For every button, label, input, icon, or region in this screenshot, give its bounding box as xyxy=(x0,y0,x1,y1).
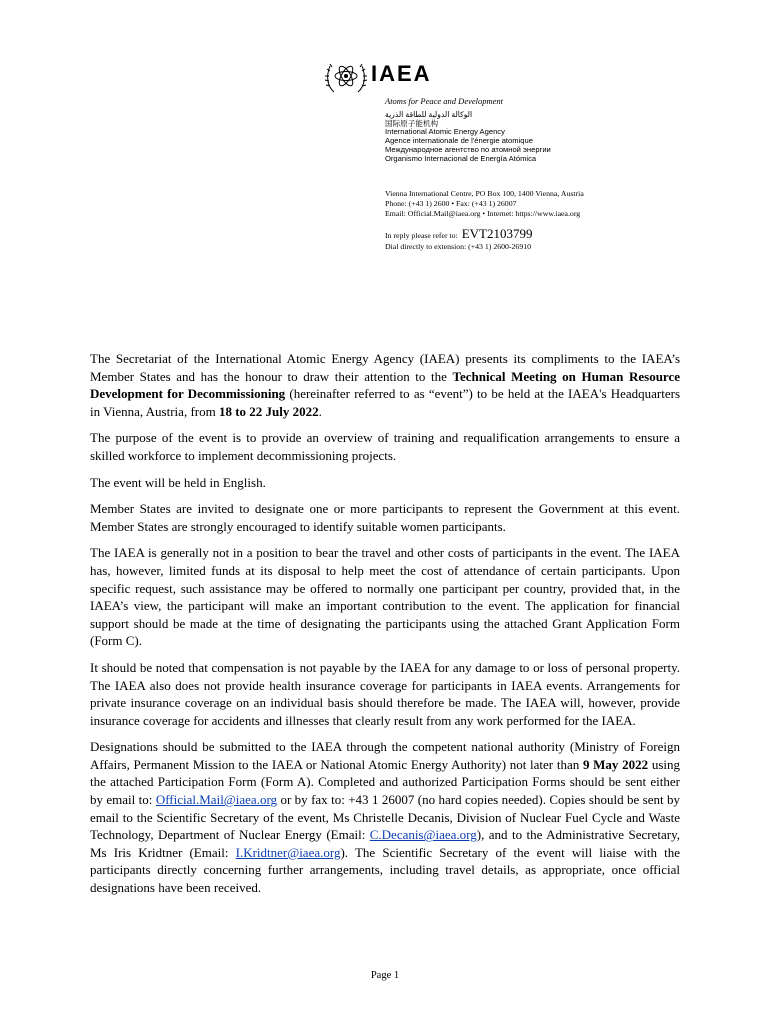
tagline: Atoms for Peace and Development xyxy=(385,96,504,106)
designations-text-e: ). The Scientific Secretary of the event will liaise with the participants directly concerning further arrangements, including travel details, as appropriate, once official designations have been received. xyxy=(90,844,680,896)
designations-text-b: using the attached Participation Form (Form A). Completed and authorized Participation Forms should be sent either by email to: xyxy=(90,756,680,808)
agency-name-english: International Atomic Energy Agency xyxy=(385,127,505,137)
agency-name-spanish: Organismo Internacional de Energía Atómica xyxy=(385,153,537,163)
paragraph-language: The event will be held in English. xyxy=(90,474,266,490)
decanis-email-link[interactable]: C.Decanis@iaea.org xyxy=(369,827,477,843)
agency-name-french: Agence internationale de l'énergie atomique xyxy=(385,136,533,146)
event-dates: 18 to 22 July 2022 xyxy=(218,403,319,419)
agency-names xyxy=(385,111,551,163)
agency-name-chinese: 国际原子能机构 xyxy=(385,118,439,128)
reference-number: EVT2103799 xyxy=(461,226,533,241)
contact-block xyxy=(385,189,584,219)
paragraph-designations xyxy=(90,738,680,896)
phone-fax: Phone: (+43 1) 2600 • Fax: (+43 1) 26007 xyxy=(385,199,517,208)
event-title: Technical Meeting on Human Resource Development for Decommissioning xyxy=(90,368,680,402)
paragraph-insurance: It should be noted that compensation is not payable by the IAEA for any damage to or loss of personal property. The IAEA also does not provide health insurance coverage for participants in IAEA events. Arrangements for private insurance coverage on an individual basis should therefore be made. The IAEA will, however, provide insurance coverage for accidents and illnesses that clearly result from any work performed for the IAEA. xyxy=(90,659,680,728)
paragraph-intro-text-a: The Secretariat of the International Atomic Energy Agency (IAEA) presents its compliments to the IAEA’s Member States and has the honour to draw their attention to the xyxy=(90,351,680,384)
designation-deadline: 9 May 2022 xyxy=(582,756,649,772)
iaea-emblem-icon xyxy=(324,56,368,98)
paragraph-intro-text-c: . xyxy=(318,403,322,419)
paragraph-costs: The IAEA is generally not in a position to bear the travel and other costs of participants in the event. The IAEA has, however, limited funds at its disposal to help meet the cost of attendance of certain participants. Upon specific request, such assistance may be offered to normally one participant per country, provided that, in the IAEA’s view, the participant will make an important contribution to the event. The application for financial support should be made at the time of designating the participants using the attached Grant Application Form (Form C). xyxy=(90,545,680,649)
letter-body xyxy=(90,350,680,906)
address: Vienna International Centre, PO Box 100, 1400 Vienna, Austria xyxy=(385,189,584,198)
logo-text: IAEA xyxy=(371,61,432,86)
dial-direct: Dial directly to extension: (+43 1) 2600-26910 xyxy=(385,242,532,251)
kridtner-email-link[interactable]: I.Kridtner@iaea.org xyxy=(235,844,341,860)
page-number: Page 1 xyxy=(370,970,400,981)
email-internet: Email: Official.Mail@iaea.org • Internet: https://www.iaea.org xyxy=(385,209,581,218)
designations-text-c: or by fax to: +43 1 26007 (no hard copies needed). Copies should be sent by email to the Scientific Secretary of the event, Ms Christelle Decanis, Division of Nuclear Fuel Cycle and Waste Technology, Department of Nuclear Energy (Email: xyxy=(90,792,680,843)
paragraph-purpose: The purpose of the event is to provide an overview of training and requalification arrangements to ensure a skilled workforce to implement decommissioning projects. xyxy=(90,430,680,463)
agency-name-russian: Международное агентство по атомной энергии xyxy=(385,144,551,154)
official-mail-link[interactable]: Official.Mail@iaea.org xyxy=(155,792,278,808)
paragraph-intro-text-b: (hereinafter referred to as “event”) to be held at the IAEA's Headquarters in Vienna, Austria, from xyxy=(90,386,680,419)
paragraph-intro xyxy=(90,350,680,420)
agency-name-arabic: الوكالة الدولية للطاقة الذرية xyxy=(385,110,473,119)
reply-label: In reply please refer to: xyxy=(385,231,458,240)
reply-block xyxy=(385,228,532,252)
designations-text-a: Designations should be submitted to the IAEA through the competent national authority (Ministry of Foreign Affairs, Permanent Mission to the IAEA or National Atomic Energy Authority) not later than xyxy=(90,739,680,772)
paragraph-invitation: Member States are invited to designate one or more participants to represent the Government at this event. Member States are strongly encouraged to identify suitable women participants. xyxy=(90,501,680,534)
designations-text-d: ), and to the Administrative Secretary, Ms Iris Kridtner (Email: xyxy=(90,827,680,860)
